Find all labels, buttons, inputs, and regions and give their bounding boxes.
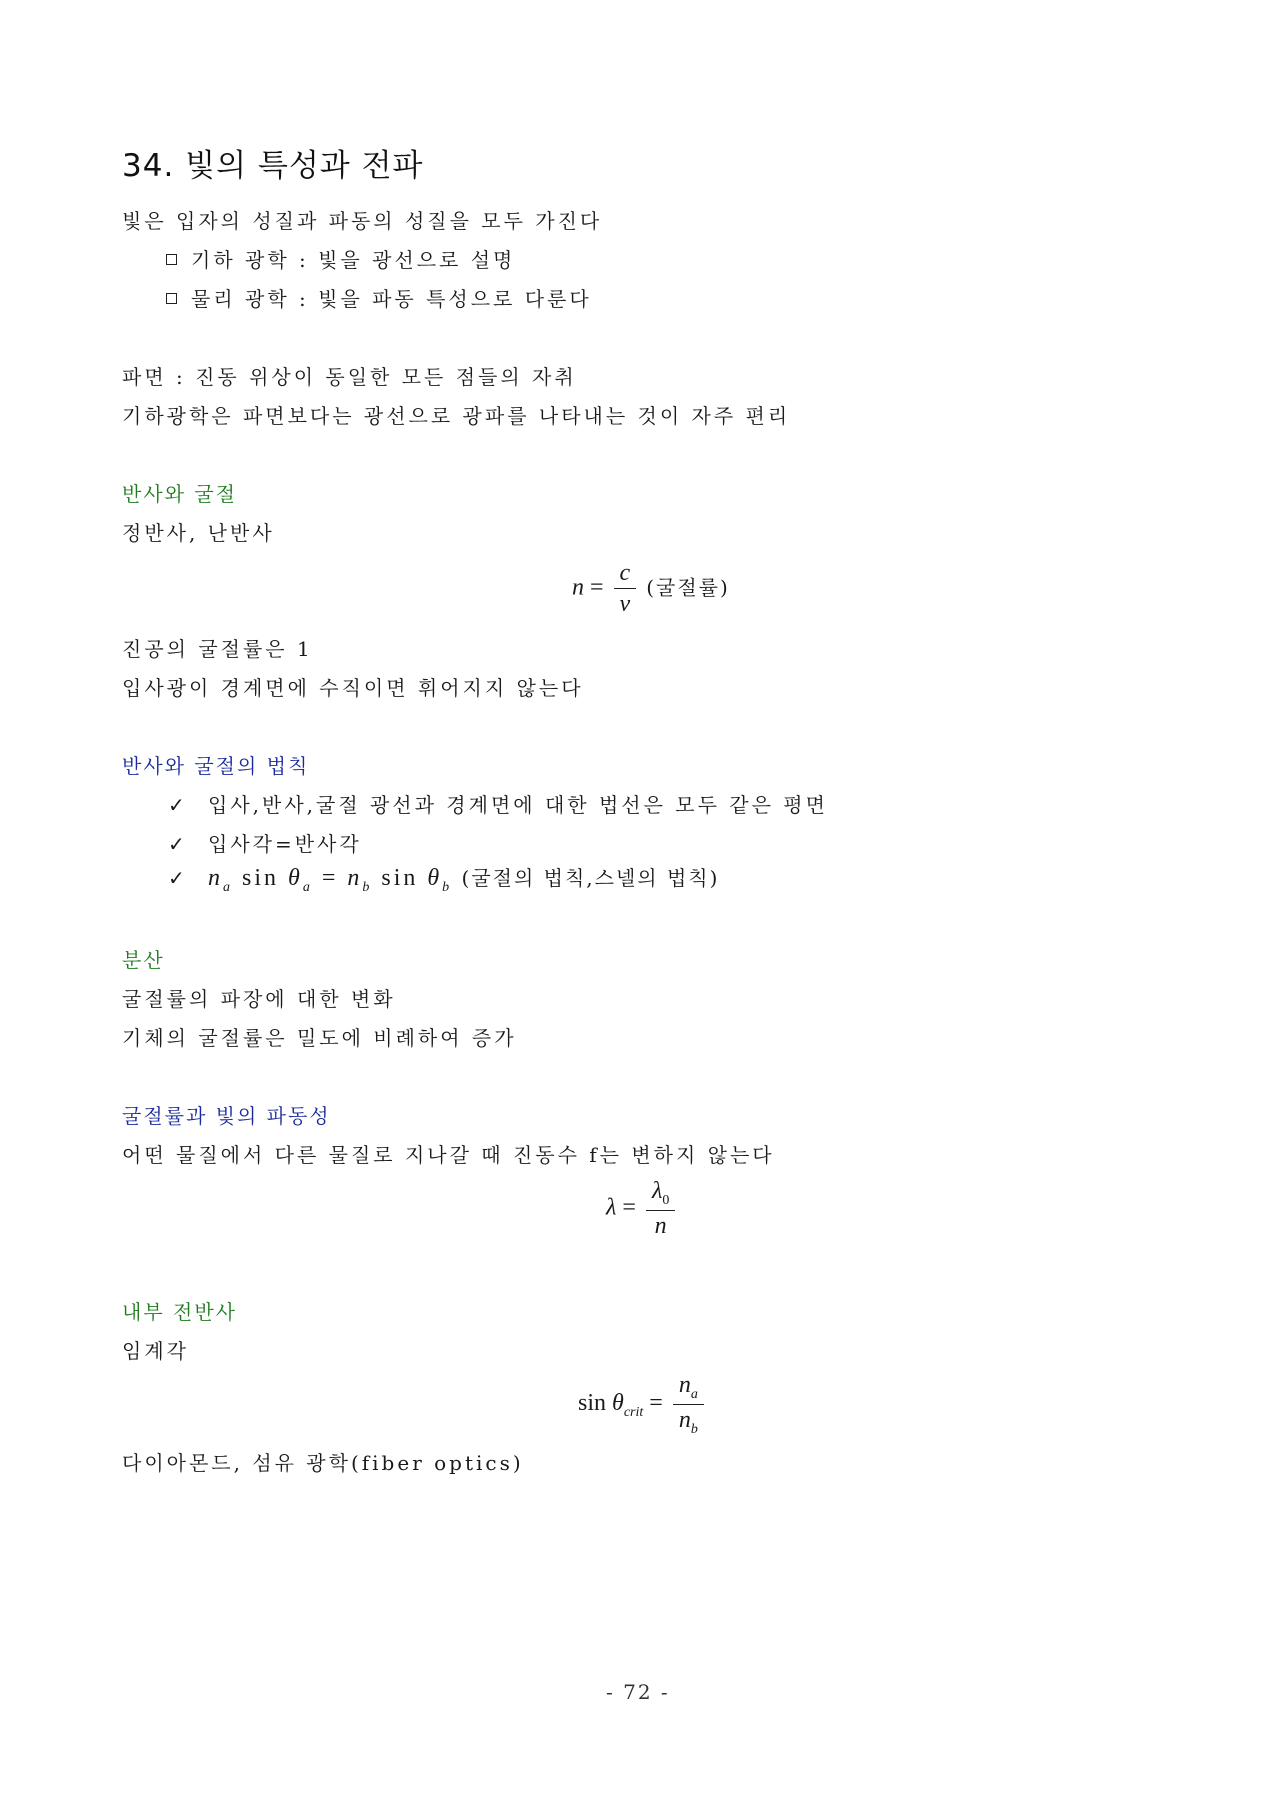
frequency-unchanged-line: 어떤 물질에서 다른 물질로 지나갈 때 진동수 f는 변하지 않는다 [122, 1143, 775, 1167]
normal-incidence-line: 입사광이 경계면에 수직이면 휘어지지 않는다 [122, 676, 584, 700]
wavefront-line-2: 기하광학은 파면보다는 광선으로 광파를 나타내는 것이 자주 편리 [122, 404, 791, 428]
refractive-index-formula: n = $\frac{c}{v}$ (굴절률) [572, 560, 730, 618]
check-icon: ✓ [168, 866, 188, 890]
dispersion-line-1: 굴절률의 파장에 대한 변화 [122, 987, 396, 1011]
critical-angle-line: 임계각 [122, 1339, 189, 1363]
snell-formula: $n_a$ $\sin \theta_a = n_b$ $\sin \theta_b$ [208, 865, 453, 895]
section-heading-laws: 반사와 굴절의 법칙 [122, 754, 310, 778]
fraction: $\frac{c}{v}$ [614, 560, 637, 618]
dispersion-line-2: 기체의 굴절률은 밀도에 비례하여 증가 [122, 1026, 517, 1050]
section-heading-dispersion: 분산 [122, 948, 165, 972]
law-item-snell: ✓ $n_a$ $\sin \theta_a = n_b$ $\sin \theta_b$ (굴절의 법칙,스넬의 법칙) [168, 865, 720, 895]
law-item-coplanar: ✓ 입사,반사,굴절 광선과 경계면에 대한 법선은 모두 같은 평면 [168, 793, 828, 817]
applications-line: 다이아몬드, 섬유 광학(fiber optics) [122, 1451, 524, 1475]
page-number: - 72 - [606, 1680, 670, 1704]
section-heading-reflection-refraction: 반사와 굴절 [122, 482, 237, 506]
bullet-item-geometric-optics: 기하 광학 : 빛을 광선으로 설명 [166, 244, 515, 273]
critical-angle-formula: $\sin \theta_{crit}$ = $\frac{n_a}{n_b}$ [578, 1372, 708, 1437]
fraction: $\frac{\lambda_0}{n}$ [646, 1178, 675, 1240]
check-icon: ✓ [168, 793, 188, 817]
section-heading-total-internal-reflection: 내부 전반사 [122, 1300, 237, 1324]
reflection-types-line: 정반사, 난반사 [122, 521, 275, 545]
vacuum-index-line: 진공의 굴절률은 1 [122, 637, 313, 661]
fraction: $\frac{n_a}{n_b}$ [673, 1372, 704, 1437]
square-bullet-icon [166, 293, 177, 304]
section-heading-wave-nature: 굴절률과 빛의 파동성 [122, 1104, 331, 1128]
check-icon: ✓ [168, 832, 188, 856]
page-title: 34. 빛의 특성과 전파 [122, 148, 424, 184]
wavelength-formula: λ = $\frac{\lambda_0}{n}$ [606, 1178, 679, 1240]
wavefront-line-1: 파면 : 진동 위상이 동일한 모든 점들의 자취 [122, 365, 577, 389]
bullet-item-physical-optics: 물리 광학 : 빛을 파동 특성으로 다룬다 [166, 283, 592, 312]
law-item-reflection-angle: ✓ 입사각=반사각 [168, 832, 362, 856]
intro-line: 빛은 입자의 성질과 파동의 성질을 모두 가진다 [122, 209, 603, 233]
square-bullet-icon [166, 254, 177, 265]
